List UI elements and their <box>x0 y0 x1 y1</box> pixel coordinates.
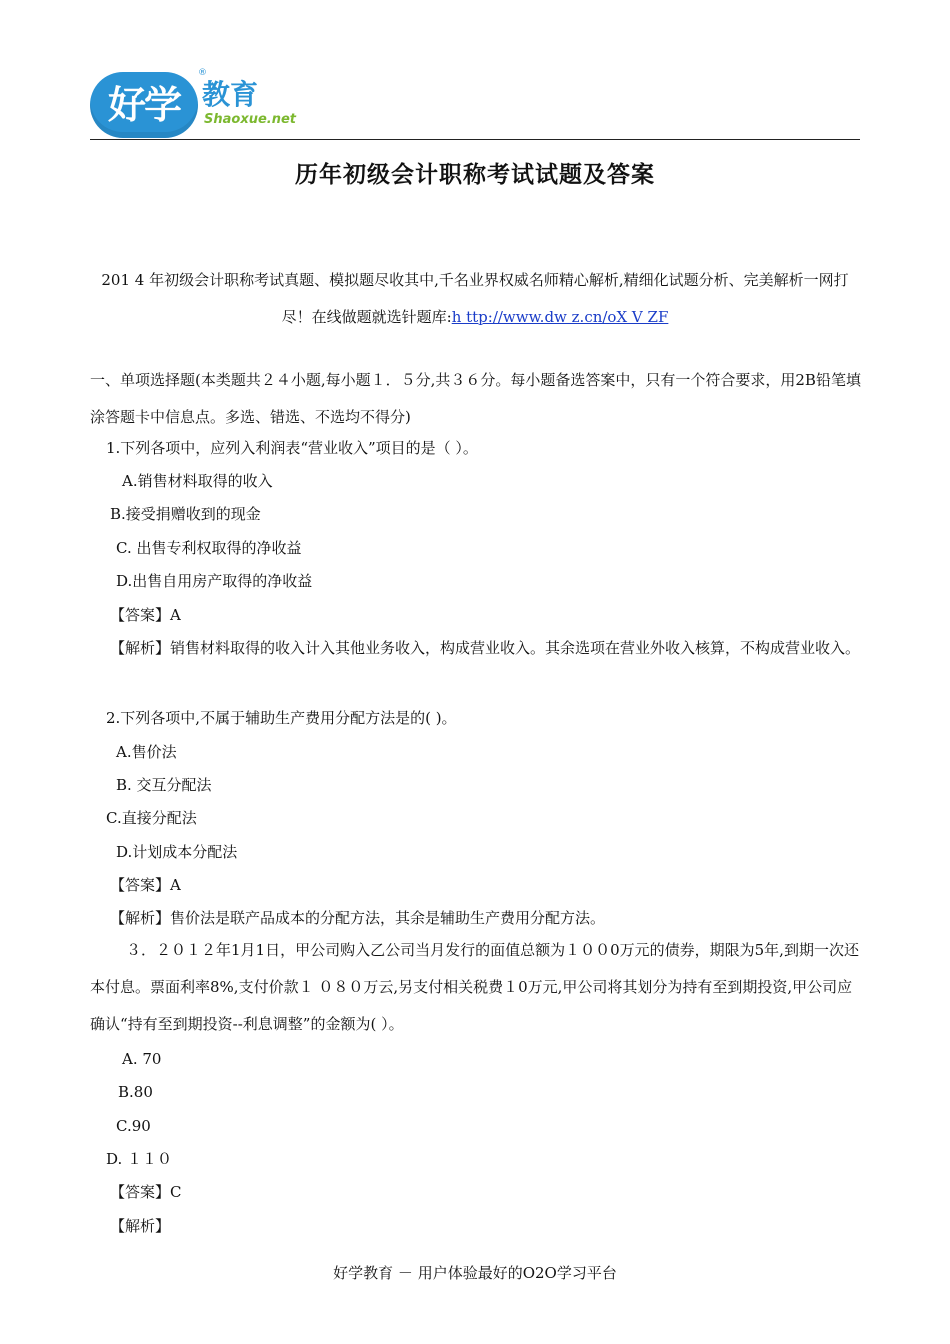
q2-option-a: A.售价法 <box>116 743 177 761</box>
q1-analysis: 【解析】销售材料取得的收入计入其他业务收入，构成营业收入。其余选项在营业外收入核算，不构成营业收入。 <box>110 639 861 657</box>
q2-option-c: C.直接分配法 <box>106 809 197 827</box>
page-footer: 好学教育 － 用户体验最好的O2O学习平台 <box>333 1264 617 1282</box>
question-bank-link[interactable]: h ttp://www.dw z.cn/oX V ZF <box>451 308 669 326</box>
section-heading: 一、单项选择题(本类题共２４小题,每小题１．５分,共３６分。每小题备选答案中，只有一个符合要求，用2B铅笔填涂答题卡中信息点。多选、错选、不选均不得分) <box>90 371 861 426</box>
q2-answer: 【答案】A <box>110 876 181 894</box>
q1-answer: 【答案】A <box>110 606 181 624</box>
q2-option-b: B. 交互分配法 <box>116 776 212 794</box>
header-divider <box>90 139 860 140</box>
q3-option-c: C.90 <box>116 1117 151 1135</box>
logo-site-text: Shaoxue.net <box>204 112 297 127</box>
q3-option-a: A. 70 <box>122 1050 162 1068</box>
q3-stem: ３．２０１２年1月1日，甲公司购入乙公司当月发行的面值总额为１００0万元的债券，期限为5年,到期一次还本付息。票面利率8%,支付价款１ ０８０万云,另支付相关税费１0万元,甲公司将其划分为持有至到期投资,甲公司应确认“持有至到期投资--利息调整”的金额为( ）。 <box>90 941 859 1033</box>
q1-stem: 1.下列各项中，应列入利润表“营业收入”项目的是（ ）。 <box>106 439 478 457</box>
q1-option-b: B.接受捐赠收到的现金 <box>110 505 261 523</box>
document-title: 历年初级会计职称考试试题及答案 <box>295 161 655 188</box>
registered-mark: ® <box>198 68 207 78</box>
logo-badge: 好学 <box>90 72 198 138</box>
q3-option-d: D. １１０ <box>106 1150 173 1168</box>
q1-option-d: D.出售自用房产取得的净收益 <box>116 572 313 590</box>
q3-answer: 【答案】C <box>110 1183 182 1201</box>
intro-text: 201 4 年初级会计职称考试真题、模拟题尽收其中,千名业界权威名师精心解析,精细化试题分析、完美解析一网打 尽！在线做题就选针题库: <box>101 271 849 326</box>
q1-option-c: C. 出售专利权取得的净收益 <box>116 539 302 557</box>
brand-logo <box>90 68 297 140</box>
intro-paragraph <box>90 262 860 336</box>
q2-option-d: D.计划成本分配法 <box>116 843 238 861</box>
q2-analysis: 【解析】售价法是联产品成本的分配方法，其余是辅助生产费用分配方法。 <box>110 909 606 927</box>
q2-stem: 2.下列各项中,不属于辅助生产费用分配方法是的( )。 <box>106 709 457 727</box>
logo-edu-text: 教育 <box>202 78 259 111</box>
q3-option-b: B.80 <box>118 1083 153 1101</box>
q1-option-a: A.销售材料取得的收入 <box>122 472 273 490</box>
q3-analysis: 【解析】 <box>110 1217 171 1235</box>
